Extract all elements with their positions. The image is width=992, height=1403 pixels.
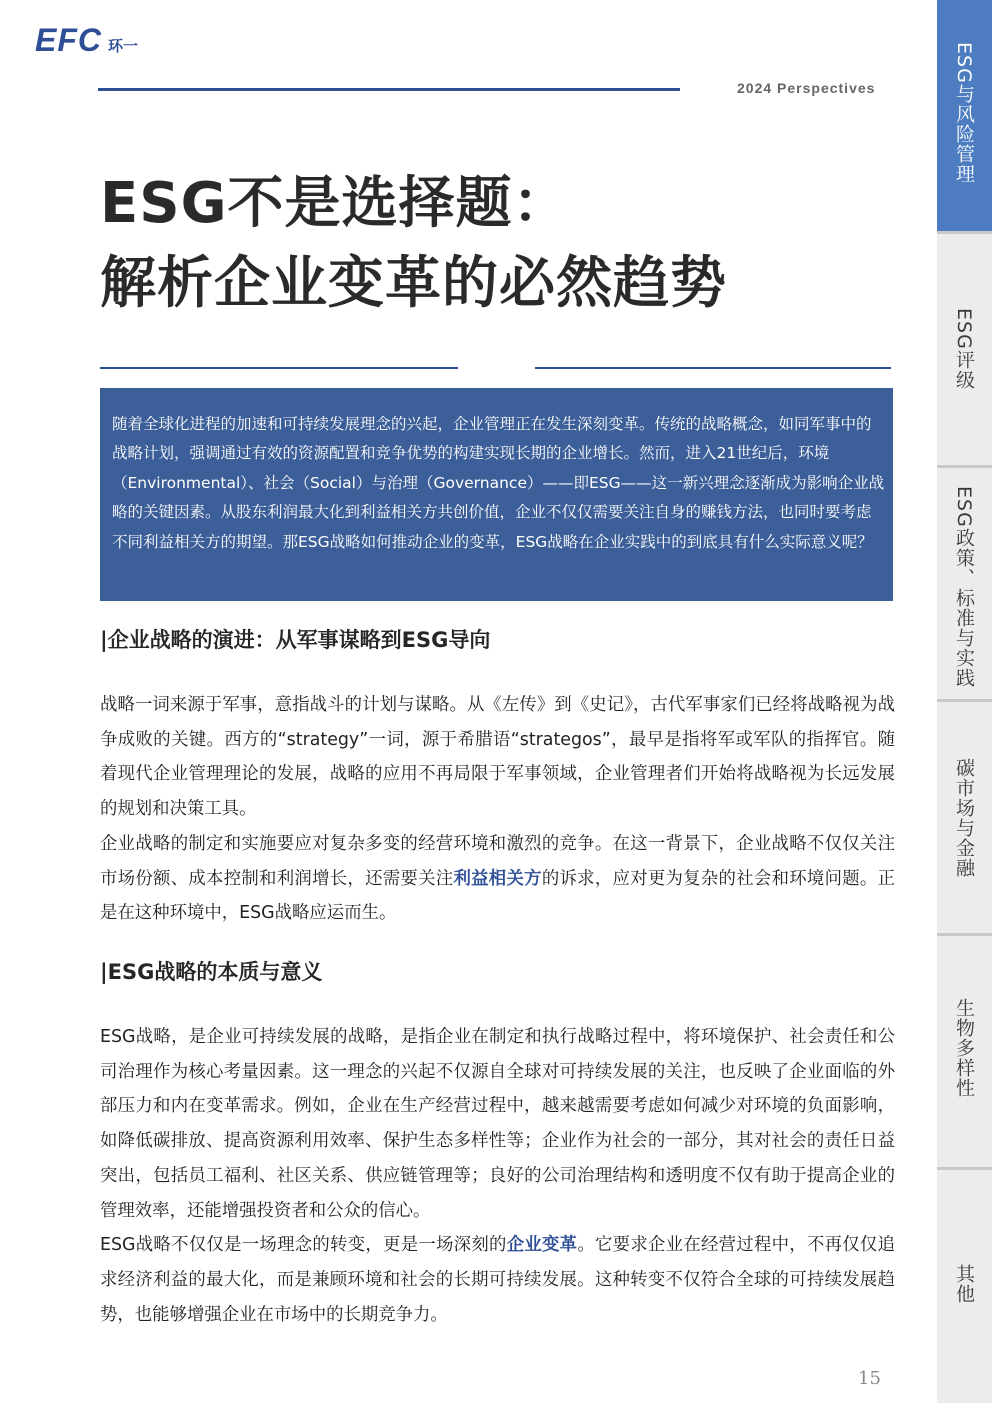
- title-rule-left: [100, 367, 458, 369]
- section-body-esg-essence: [100, 1020, 895, 1332]
- paragraph: [100, 1228, 895, 1332]
- intro-box: [100, 388, 893, 601]
- title-line-1: ESG不是选择题：: [100, 171, 570, 236]
- title-line-2: 解析企业变革的必然趋势: [100, 251, 727, 316]
- page-title: [100, 164, 727, 324]
- sidebar-tab-label: 碳市场与金融: [953, 758, 975, 878]
- highlight-stakeholders: 利益相关方: [453, 868, 542, 889]
- paragraph: [100, 827, 895, 931]
- text-run: ESG战略不仅仅是一场理念的转变，更是一场深刻的: [100, 1235, 507, 1256]
- sidebar-tab-label: ESG与风险管理: [953, 42, 975, 184]
- sidebar-tab-esg-policy[interactable]: [937, 468, 992, 702]
- text-run: 的诉求，应对更为复杂的社会和环境问题。正是在这种环境中，ESG战略应运而生。: [100, 868, 895, 924]
- highlight-corporate-change: 企业变革: [506, 1235, 578, 1256]
- sidebar-tab-esg-risk[interactable]: [937, 0, 992, 234]
- sidebar-tab-biodiversity[interactable]: [937, 936, 992, 1170]
- text-run: 企业战略的制定和实施要应对复杂多变的经营环境和激烈的竞争。在这一背景下，企业战略不仅仅关注市场份额、成本控制和利润增长，还需要关注: [100, 833, 895, 889]
- sidebar-nav: [937, 0, 992, 1403]
- text-run: 。它要求企业在经营过程中，不再仅仅追求经济利益的最大化，而是兼顾环境和社会的长期可持续发展。这种转变不仅符合全球的可持续发展趋势，也能够增强企业在市场中的长期竞争力。: [100, 1235, 895, 1325]
- series-label: 2024 Perspectives: [737, 80, 876, 96]
- intro-text: 随着全球化进程的加速和可持续发展理念的兴起，企业管理正在发生深刻变革。传统的战略概念，如同军事中的战略计划，强调通过有效的资源配置和竞争优势的构建实现长期的企业增长。然而，进入21世纪后，环境（Environmental）、社会（Social）与治理（Governance）——即ESG——这一新兴理念逐渐成为影响企业战略的关键因素。从股东利润最大化到利益相关方共创价值，企业不仅仅需要关注自身的赚钱方法，也同时要考虑不同利益相关方的期望。那ESG战略如何推动企业的变革，ESG战略在企业实践中的到底具有什么实际意义呢？: [112, 415, 885, 551]
- sidebar-tab-label: ESG政策、标准与实践: [953, 486, 975, 688]
- logo-chinese-name: 环一: [108, 37, 139, 55]
- paragraph: ESG战略，是企业可持续发展的战略，是指企业在制定和执行战略过程中，将环境保护、社会责任和公司治理作为核心考量因素。这一理念的兴起不仅源自全球对可持续发展的关注，也反映了企业面临的外部压力和内在变革需求。例如，企业在生产经营过程中，越来越需要考虑如何减少对环境的负面影响，如降低碳排放、提高资源利用效率、保护生态多样性等；企业作为社会的一部分，其对社会的责任日益突出，包括员工福利、社区关系、供应链管理等；良好的公司治理结构和透明度不仅有助于提高企业的管理效率，还能增强投资者和公众的信心。: [100, 1027, 895, 1221]
- logo: [35, 22, 138, 59]
- sidebar-tab-label: 生物多样性: [953, 998, 975, 1098]
- section-heading-strategy-evolution: |企业战略的演进：从军事谋略到ESG导向: [100, 628, 491, 652]
- sidebar-tab-other[interactable]: [937, 1170, 992, 1403]
- header-rule: [98, 88, 680, 91]
- sidebar-tab-carbon-market[interactable]: [937, 702, 992, 936]
- title-rule-right: [535, 367, 891, 369]
- sidebar-tab-esg-rating[interactable]: [937, 234, 992, 468]
- sidebar-tab-label: ESG评级: [953, 308, 975, 390]
- paragraph: 战略一词来源于军事，意指战斗的计划与谋略。从《左传》到《史记》，古代军事家们已经将战略视为战争成败的关键。西方的“strategy”一词，源于希腊语“strategos”，最早是指将军或军队的指挥官。随着现代企业管理理论的发展，战略的应用不再局限于军事领域，企业管理者们开始将战略视为长远发展的规划和决策工具。: [100, 695, 895, 820]
- sidebar-tab-label: 其他: [953, 1264, 975, 1304]
- section-heading-esg-essence: |ESG战略的本质与意义: [100, 960, 323, 984]
- logo-mark: EFC: [35, 22, 102, 58]
- section-body-strategy-evolution: [100, 688, 895, 931]
- page-number: 15: [858, 1368, 881, 1389]
